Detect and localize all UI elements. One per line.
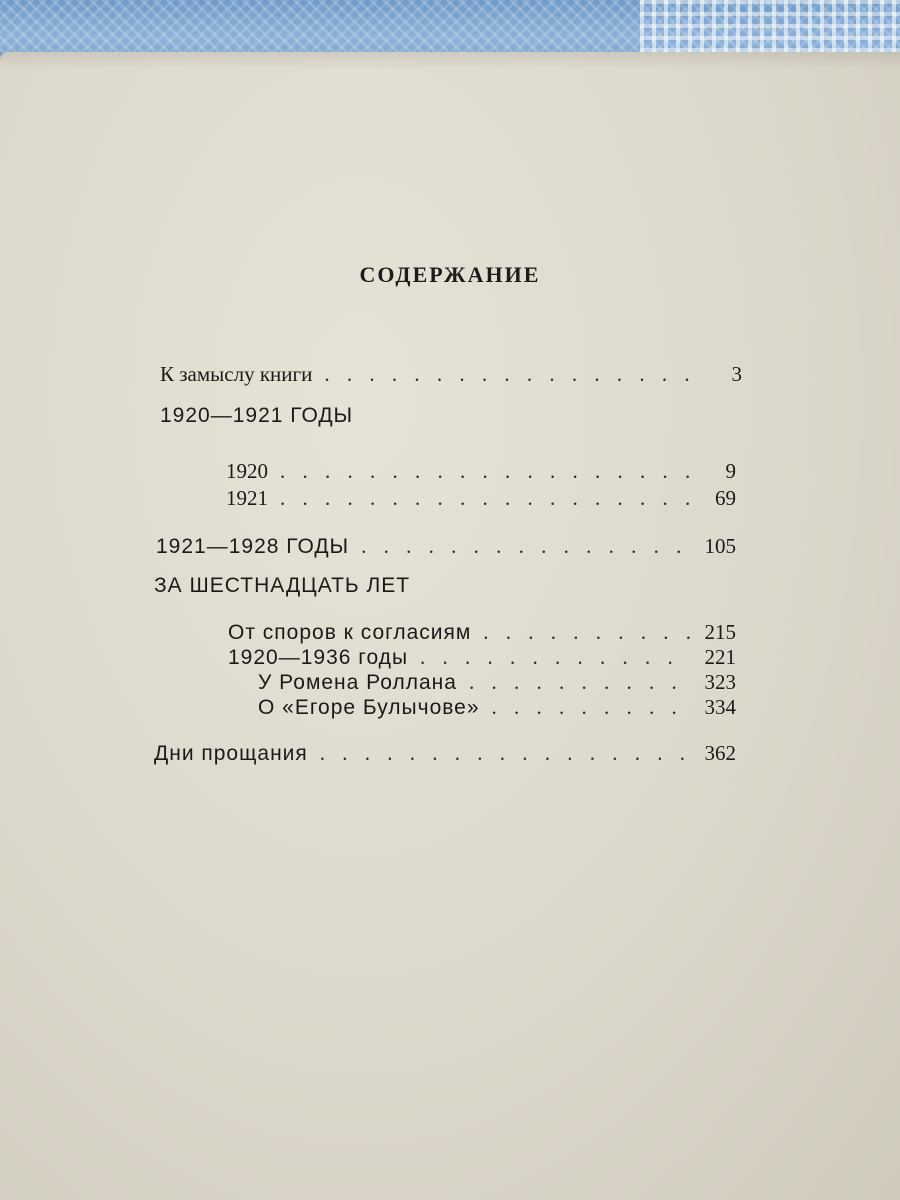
- toc-entry-label: 1920: [226, 459, 268, 483]
- toc-entry-label: О «Егоре Булычове»: [258, 696, 480, 719]
- toc-entry: [156, 534, 736, 559]
- dot-leader: [320, 741, 690, 766]
- toc-entry-page: 362: [704, 741, 736, 765]
- toc-entry-page: 221: [704, 645, 736, 669]
- contents-title: СОДЕРЖАНИЕ: [359, 262, 541, 287]
- toc-entry: [258, 695, 736, 720]
- toc-entry-page: 3: [731, 362, 742, 386]
- dot-leader: [324, 362, 696, 387]
- toc-entry-page: 334: [704, 695, 736, 719]
- dot-leader: [469, 670, 690, 695]
- dot-leader: [280, 459, 690, 484]
- toc-entry: [258, 670, 736, 695]
- toc-entry-label: От споров к согласиям: [228, 621, 472, 644]
- dot-leader: [483, 620, 690, 645]
- toc-entry: [226, 486, 736, 511]
- toc-entry: [228, 620, 736, 645]
- toc-entry: [154, 741, 736, 766]
- toc-entry-label: Дни прощания: [154, 742, 308, 765]
- book-page: [0, 52, 900, 1200]
- section-heading: ЗА ШЕСТНАДЦАТЬ ЛЕТ: [154, 574, 411, 597]
- toc-entry-label: 1920—1936 годы: [228, 646, 409, 669]
- toc-entry-label: У Ромена Роллана: [258, 671, 457, 694]
- toc-entry: [228, 645, 736, 670]
- toc-entry-label: К замыслу книги: [160, 362, 313, 386]
- toc-entry: [160, 362, 742, 387]
- toc-entry: [226, 459, 736, 484]
- toc-entry-label: 1921—1928 ГОДЫ: [156, 535, 350, 558]
- toc-entry-page: 9: [725, 459, 736, 483]
- toc-entry-page: 215: [704, 620, 736, 644]
- toc-entry-label: 1921: [226, 486, 268, 510]
- dot-leader: [280, 486, 690, 511]
- toc-entry-page: 323: [704, 670, 736, 694]
- dot-leader: [420, 645, 690, 670]
- toc-entry-page: 105: [704, 534, 736, 558]
- dot-leader: [361, 534, 690, 559]
- dot-leader: [492, 695, 690, 720]
- toc-entry-page: 69: [715, 486, 736, 510]
- section-heading: 1920—1921 ГОДЫ: [160, 404, 354, 427]
